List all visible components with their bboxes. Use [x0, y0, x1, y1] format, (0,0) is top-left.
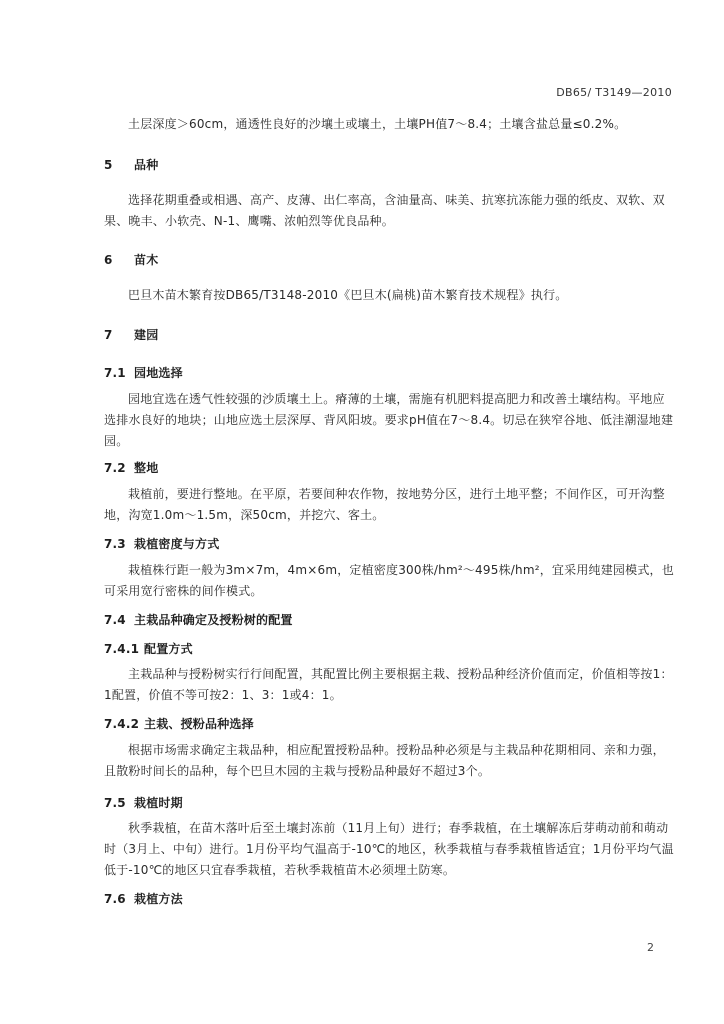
section-heading-7-5: [104, 794, 183, 811]
section-heading-7-4-2: [104, 715, 254, 732]
section-number: 7.5: [104, 796, 126, 810]
section-number: 7.2: [104, 461, 126, 475]
section-title: 园地选择: [134, 366, 183, 380]
paragraph-configuration-method: 主栽品种与授粉树实行行间配置，其配置比例主要根据主栽、授粉品种经济价值而定，价值相等按1：1配置，价值不等可按2：1、3：1或4：1。: [104, 667, 673, 702]
section-number: 6: [104, 253, 113, 267]
paragraph-varieties: 选择花期重叠或相遇、高产、皮薄、出仁率高，含油量高、味美、抗寒抗冻能力强的纸皮、双软、双果、晚丰、小软壳、N-1、鹰嘴、浓帕烈等优良品种。: [104, 193, 665, 228]
paragraph-soil-depth: 土层深度＞60cm，通透性良好的沙壤土或壤土，土壤PH值7～8.4；土壤含盐总量≤0.2%。: [128, 117, 627, 131]
paragraph-planting-time: 秋季栽植，在苗木落叶后至土壤封冻前（11月上旬）进行；春季栽植，在土壤解冻后芽萌动前和萌动时（3月上、中旬）进行。1月份平均气温高于-10℃的地区，秋季栽植与春季栽植皆适宜；1月份平均气温低于-10℃的地区只宜春季栽植，若秋季栽植苗木必须埋土防寒。: [104, 821, 674, 877]
section-number: 7.6: [104, 892, 126, 906]
section-title: 品种: [134, 158, 159, 172]
section-title: 配置方式: [144, 642, 193, 656]
page-header-code: DB65/ T3149—2010: [556, 86, 672, 99]
section-number: 7.4.2: [104, 717, 140, 731]
section-title: 苗木: [134, 253, 159, 267]
section-heading-7-1: [104, 364, 183, 381]
section-number: 7.4: [104, 613, 126, 627]
section-title: 建园: [134, 328, 159, 342]
section-number: 7.3: [104, 537, 126, 551]
paragraph-variety-selection: 根据市场需求确定主栽品种，相应配置授粉品种。授粉品种必须是与主栽品种花期相同、亲和力强，且散粉时间长的品种，每个巴旦木园的主栽与授粉品种最好不超过3个。: [104, 743, 665, 778]
section-heading-6: [104, 251, 158, 268]
section-title: 栽植方法: [134, 892, 183, 906]
section-number: 7.1: [104, 366, 126, 380]
section-heading-7-3: [104, 535, 219, 552]
section-number: 7.4.1: [104, 642, 140, 656]
paragraph-land-preparation: 栽植前，要进行整地。在平原，若要间种农作物，按地势分区，进行土地平整；不间作区，可开沟整地，沟宽1.0m～1.5m，深50cm，并挖穴、客土。: [104, 487, 665, 522]
paragraph-planting-density: 栽植株行距一般为3m×7m，4m×6m，定植密度300株/hm²～495株/hm²，宜采用纯建园模式，也可采用宽行密株的间作模式。: [104, 563, 674, 598]
section-title: 栽植密度与方式: [134, 537, 220, 551]
section-heading-7-6: [104, 890, 183, 907]
page-number: 2: [647, 941, 654, 954]
section-heading-7-4: [104, 611, 293, 628]
section-heading-5: [104, 156, 158, 173]
section-title: 整地: [134, 461, 159, 475]
section-title: 主栽品种确定及授粉树的配置: [134, 613, 293, 627]
section-heading-7-2: [104, 459, 158, 476]
section-number: 5: [104, 158, 113, 172]
section-number: 7: [104, 328, 113, 342]
paragraph-site-selection: 园地宜选在透气性较强的沙质壤土上。瘠薄的土壤，需施有机肥料提高肥力和改善土壤结构。平地应选排水良好的地块；山地应选土层深厚、背风阳坡。要求pH值在7～8.4。切忌在狭窄谷地、低洼潮湿地建园。: [104, 392, 674, 448]
paragraph-seedlings: 巴旦木苗木繁育按DB65/T3148-2010《巴旦木(扁桃)苗木繁育技术规程》执行。: [128, 288, 568, 302]
section-title: 栽植时期: [134, 796, 183, 810]
section-heading-7-4-1: [104, 640, 193, 657]
section-title: 主栽、授粉品种选择: [144, 717, 254, 731]
section-heading-7: [104, 326, 158, 343]
